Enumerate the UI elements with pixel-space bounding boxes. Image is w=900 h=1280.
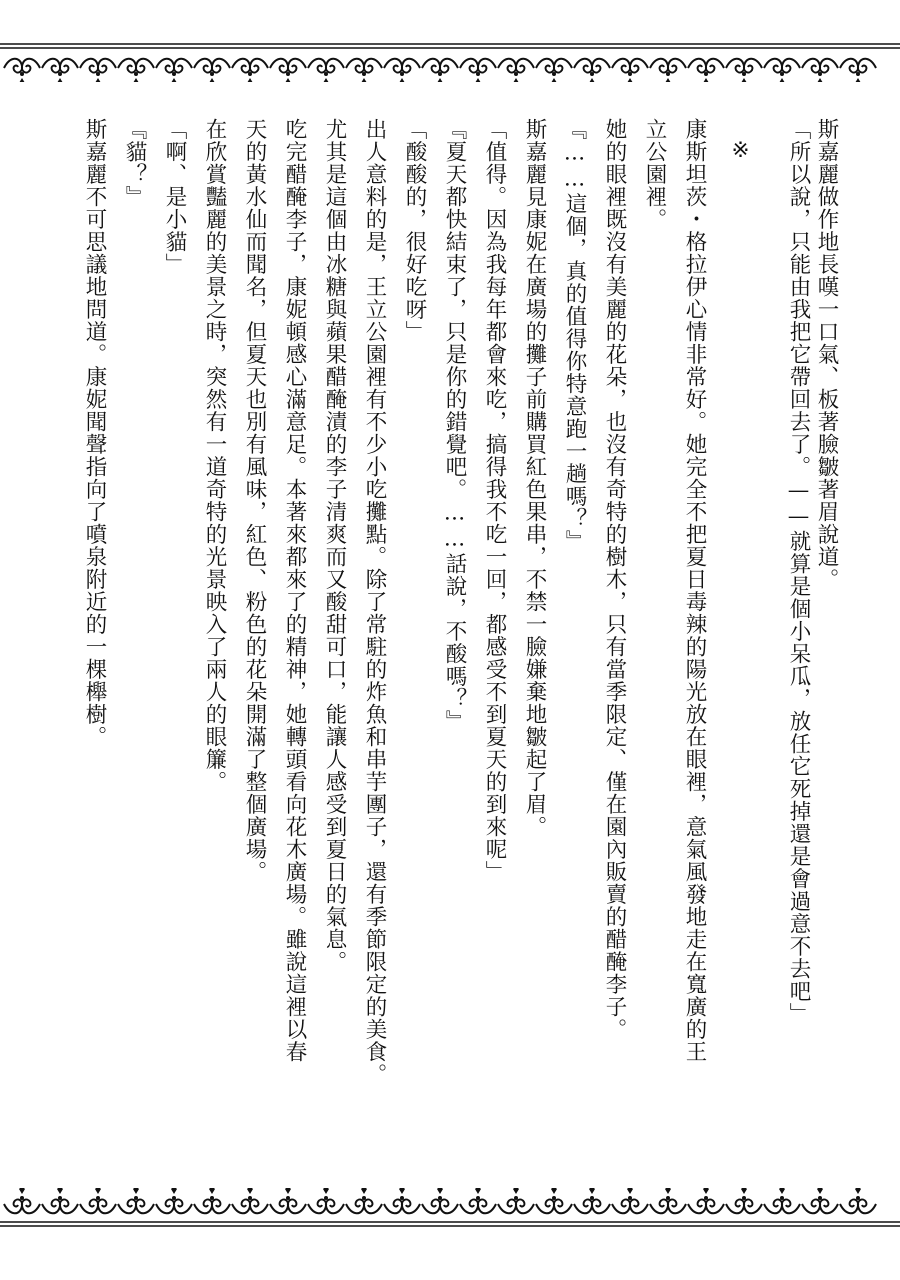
top-ornamental-border xyxy=(0,42,900,82)
text-line-10: 斯嘉麗見康妮在廣場的攤子前購買紅色果串，不禁一臉嫌棄地皺起了眉。 xyxy=(522,118,547,838)
top-ornament-svg xyxy=(0,42,900,82)
text-line-2: 「所以說，只能由我把它帶回去了。——就算是個小呆瓜，放任它死掉還是會過意不去吧」 xyxy=(786,118,811,1025)
text-line-9: 『……這個，真的值得你特意跑一趟嗎？』 xyxy=(562,118,587,553)
text-line-6: 康斯坦茨・格拉伊心情非常好。她完全不把夏日毒辣的陽光放在眼裡，意氣風發地走在寬廣的王 xyxy=(682,118,707,1063)
text-line-21: 斯嘉麗不可思議地問道。康妮聞聲指向了噴泉附近的一棵櫸樹。 xyxy=(82,118,107,748)
text-line-19: 「啊、是小貓」 xyxy=(162,118,187,276)
text-line-11: 「值得。因為我每年都會來吃，搞得我不吃一回，都感受不到夏天的到來呢」 xyxy=(482,118,507,883)
text-line-17: 天的黃水仙而聞名，但夏天也別有風味，紅色、粉色的花朵開滿了整個廣場。 xyxy=(242,118,267,883)
text-line-20: 『貓？』 xyxy=(122,118,147,208)
text-line-14: 出人意料的是，王立公園裡有不少小吃攤點。除了常駐的炸魚和串芋團子，還有季節限定的美食。 xyxy=(362,118,387,1086)
text-line-12: 『夏天都快結束了，只是你的錯覺吧。……話說，不酸嗎？』 xyxy=(442,118,467,733)
text-line-16: 吃完醋醃李子，康妮頓感心滿意足。本著來都來了的精神，她轉頭看向花木廣場。雖說這裡以春 xyxy=(282,118,307,1063)
text-line-7: 立公園裡。 xyxy=(642,118,667,231)
scene-break-mark: ※ xyxy=(728,138,753,164)
text-line-15: 尤其是這個由冰糖與蘋果醋醃漬的李子清爽而又酸甜可口，能讓人感受到夏日的氣息。 xyxy=(322,118,347,973)
vertical-text-body xyxy=(60,118,840,1158)
blank-line xyxy=(708,118,726,1158)
bottom-ornament-svg xyxy=(0,1188,900,1228)
text-line-8: 她的眼裡既沒有美麗的花朵，也沒有奇特的樹木，只有當季限定、僅在園內販賣的醋醃李子。 xyxy=(602,118,627,1041)
text-line-18: 在欣賞豔麗的美景之時，突然有一道奇特的光景映入了兩人的眼簾。 xyxy=(202,118,227,793)
blank-line xyxy=(754,118,772,1158)
bottom-ornamental-border xyxy=(0,1188,900,1228)
text-line-13: 「酸酸的，很好吃呀」 xyxy=(402,118,427,343)
text-line-1: 斯嘉麗做作地長嘆一口氣、板著臉皺著眉說道。 xyxy=(814,118,839,591)
